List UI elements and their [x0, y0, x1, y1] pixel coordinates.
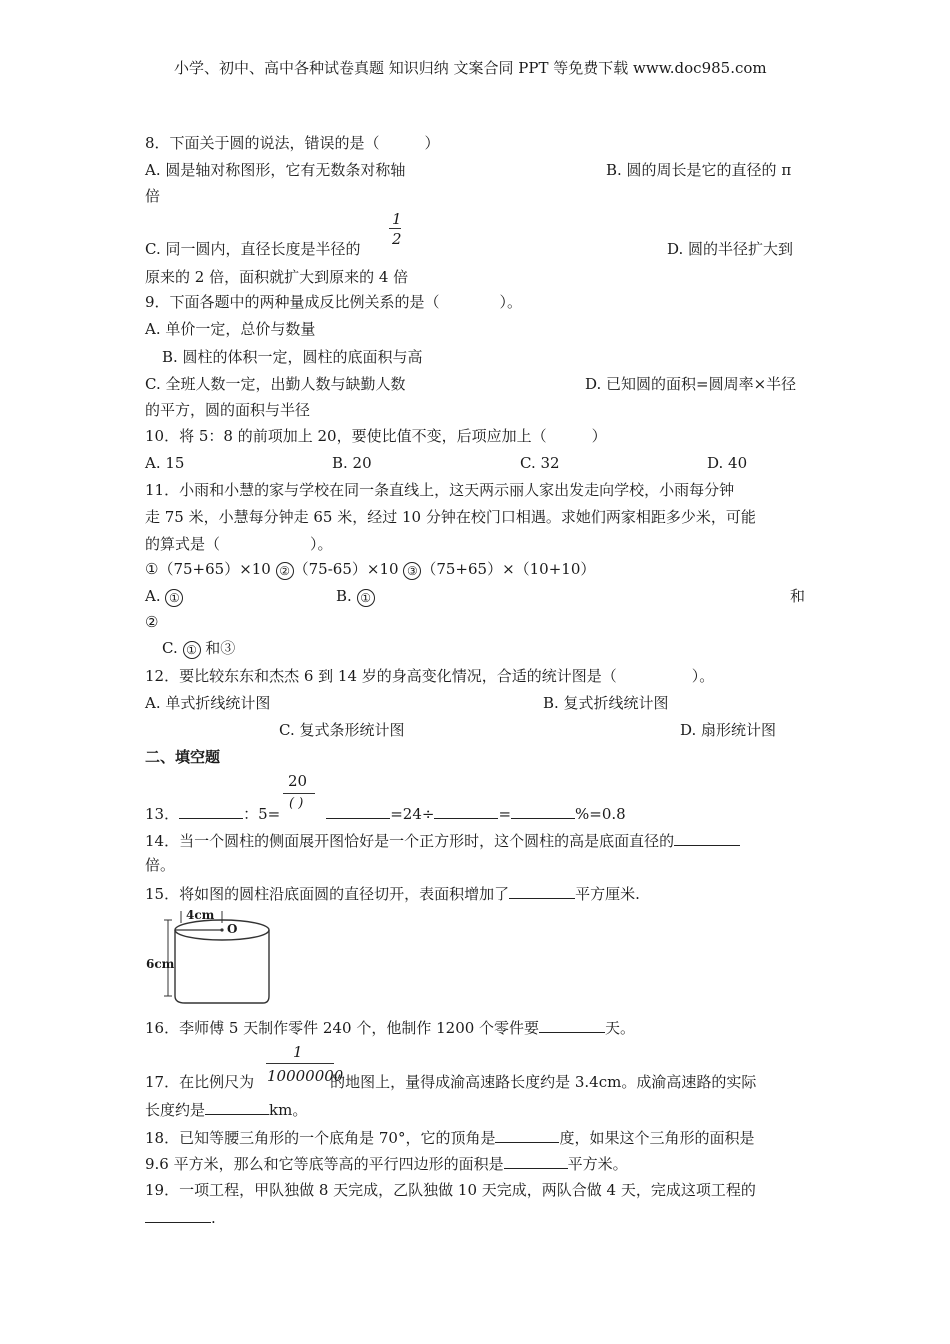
- q10-option-b: B. 20: [332, 454, 372, 472]
- q11-line-1: 11．小雨和小慧的家与学校在同一条直线上，这天两示丽人家出发走向学校，小雨每分钟: [145, 481, 735, 499]
- q13-text-ratio: ：5=: [243, 805, 281, 823]
- q8-fraction-bar: [389, 228, 401, 229]
- page-header: 小学、初中、高中各种试卷真题 知识归纳 文案合同 PPT 等免费下载 www.doc985.com: [174, 59, 767, 77]
- q8-option-d-cont: 原来的 2 倍，面积就扩大到原来的 4 倍: [145, 268, 409, 286]
- q13-blank-4[interactable]: [511, 802, 575, 819]
- q11-option-a-label: A.: [145, 587, 161, 605]
- q16-line: [145, 1016, 635, 1038]
- q12-option-a: A. 单式折线统计图: [145, 694, 271, 712]
- q8-stem: 8．下面关于圆的说法，错误的是（ ）: [145, 134, 440, 152]
- q8-fraction-denominator: 2: [392, 230, 402, 248]
- q19-line-1: 19．一项工程，甲队独做 8 天完成，乙队独做 10 天完成，两队合做 4 天，完成这项工程的: [145, 1181, 756, 1199]
- q8-option-c: C. 同一圆内，直径长度是半径的: [145, 240, 361, 258]
- q10-option-d: D. 40: [707, 454, 748, 472]
- q17-text-length: 长度约是: [145, 1101, 206, 1119]
- q11-option-b-marker-2: ②: [145, 613, 159, 631]
- q13-text-eq: =: [498, 805, 512, 823]
- q12-option-b: B. 复式折线统计图: [543, 694, 669, 712]
- q9-option-d-cont: 的平方，圆的面积与半径: [145, 401, 311, 419]
- q13-blank-1[interactable]: [179, 802, 243, 819]
- q9-option-d: D. 已知圆的面积=圆周率×半径: [585, 375, 797, 393]
- q11-option-c-rest: 和③: [205, 639, 236, 657]
- q13-fraction-denominator: ( ): [289, 796, 304, 811]
- q8-option-b: B. 圆的周长是它的直径的 π: [606, 161, 792, 179]
- q11-option-a-marker: ①: [165, 589, 183, 607]
- q17-unit: km。: [269, 1101, 308, 1119]
- cylinder-height-label: 6cm: [146, 957, 175, 971]
- q11-marker-1: ①: [145, 560, 159, 578]
- q19-end: .: [211, 1209, 216, 1227]
- q18-blank-1[interactable]: [495, 1126, 559, 1143]
- q17-text-rest: 的地图上，量得成渝高速路长度约是 3.4cm。成渝高速路的实际: [330, 1073, 757, 1091]
- q11-option-b-label: B.: [336, 587, 352, 605]
- q14-line-1: [145, 829, 740, 851]
- q19-blank[interactable]: [145, 1206, 211, 1223]
- q17-fraction-bar: [266, 1063, 334, 1064]
- q13-text-div: =24÷: [390, 805, 435, 823]
- q10-option-a: A. 15: [145, 454, 185, 472]
- q12-option-d: D. 扇形统计图: [680, 721, 777, 739]
- q8-option-a: A. 圆是轴对称图形，它有无数条对称轴: [145, 161, 406, 179]
- q13-text-end: %=0.8: [575, 805, 626, 823]
- q15-blank[interactable]: [509, 882, 575, 899]
- q9-option-b: B. 圆柱的体积一定，圆柱的底面积与高: [162, 348, 423, 366]
- q11-formula-1: （75+65）×10: [158, 560, 271, 578]
- q17-blank[interactable]: [205, 1098, 269, 1115]
- q17-line-1: [145, 1072, 756, 1092]
- q11-option-b: [336, 586, 375, 607]
- q11-marker-3: ③: [403, 562, 421, 580]
- q18-line-1: [145, 1126, 754, 1148]
- q13-number: 13．: [145, 805, 180, 823]
- q8-option-d: D. 圆的半径扩大到: [667, 240, 794, 258]
- q16-text: 16．李师傅 5 天制作零件 240 个，他制作 1200 个零件要: [145, 1019, 540, 1037]
- cylinder-bottom-edge: [175, 996, 269, 1003]
- cylinder-figure: [145, 906, 275, 1006]
- q17-text-start: 17．在比例尺为: [145, 1073, 255, 1091]
- q17-line-2: [145, 1098, 307, 1120]
- q11-formulas: [145, 559, 595, 580]
- q15-unit: 平方厘米.: [575, 885, 640, 903]
- q18-text-2: 度，如果这个三角形的面积是: [559, 1129, 755, 1147]
- q12-stem: 12．要比较东东和杰杰 6 到 14 岁的身高变化情况，合适的统计图是（ ）。: [145, 667, 715, 685]
- q9-option-c: C. 全班人数一定，出勤人数与缺勤人数: [145, 375, 406, 393]
- q14-text: 14．当一个圆柱的侧面展开图恰好是一个正方形时，这个圆柱的高是底面直径的: [145, 832, 675, 850]
- q11-formula-3: （75+65）×（10+10）: [421, 560, 596, 578]
- q9-option-a: A. 单价一定，总价与数量: [145, 320, 316, 338]
- cylinder-center-point: [220, 928, 223, 931]
- q11-option-c-label: C.: [162, 639, 178, 657]
- cylinder-radius-label: 4cm: [186, 908, 215, 922]
- q13-fraction-bar: [283, 793, 315, 794]
- q14-blank[interactable]: [674, 829, 740, 846]
- q11-option-b-and: 和: [790, 587, 806, 605]
- q13-blank-3[interactable]: [434, 802, 498, 819]
- q14-line-2: 倍。: [145, 856, 176, 874]
- q11-line-2: 走 75 米，小慧每分钟走 65 米，经过 10 分钟在校门口相遇。求她们两家相距多少米，可能: [145, 508, 756, 526]
- q11-marker-2: ②: [276, 562, 294, 580]
- q11-option-a: [145, 586, 183, 607]
- section-title-fill-blank: 二、填空题: [145, 748, 221, 766]
- q12-option-c: C. 复式条形统计图: [279, 721, 405, 739]
- q15-line: [145, 882, 640, 904]
- q15-text: 15．将如图的圆柱沿底面圆的直径切开，表面积增加了: [145, 885, 510, 903]
- q17-fraction-numerator: 1: [293, 1043, 303, 1061]
- q16-blank[interactable]: [539, 1016, 605, 1033]
- q17-fraction-denominator: 10000000: [267, 1067, 344, 1085]
- q16-unit: 天。: [605, 1019, 636, 1037]
- q18-blank-2[interactable]: [504, 1152, 568, 1169]
- q10-option-c: C. 32: [520, 454, 560, 472]
- q11-option-c-marker: ①: [183, 641, 201, 659]
- q13-fraction-numerator: 20: [288, 772, 308, 790]
- q10-stem: 10．将 5：8 的前项加上 20，要使比值不变，后项应加上（ ）: [145, 427, 607, 445]
- q19-line-2: [145, 1206, 216, 1228]
- q13-blank-2[interactable]: [326, 802, 390, 819]
- q8-option-b-cont: 倍: [145, 187, 161, 205]
- q11-formula-2: （75-65）×10: [293, 560, 399, 578]
- q18-line-2: [145, 1152, 628, 1174]
- q18-text-1: 18．已知等腰三角形的一个底角是 70°，它的顶角是: [145, 1129, 496, 1147]
- q11-line-3: 的算式是（ ）。: [145, 535, 333, 553]
- q11-option-b-marker: ①: [357, 589, 375, 607]
- q18-text-4: 平方米。: [567, 1155, 628, 1173]
- q13-line: [145, 802, 626, 824]
- q18-text-3: 9.6 平方米，那么和它等底等高的平行四边形的面积是: [145, 1155, 504, 1173]
- q11-option-c: [162, 638, 235, 659]
- q8-fraction-numerator: 1: [392, 210, 402, 228]
- cylinder-center-label: O: [227, 922, 238, 936]
- q9-stem: 9．下面各题中的两种量成反比例关系的是（ ）。: [145, 293, 523, 311]
